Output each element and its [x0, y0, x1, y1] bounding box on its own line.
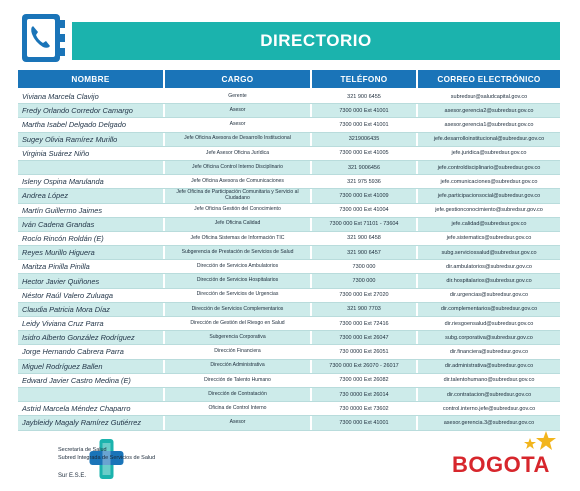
footer-line-3: Sur E.S.E.: [58, 473, 87, 479]
table-row: [18, 246, 560, 260]
nombre-cell-text: Miguel Rodríguez Ballen: [22, 361, 103, 371]
telefono-cell: [312, 189, 416, 202]
cargo-cell-text: Dirección de Servicios Ambulatorios: [196, 263, 279, 270]
directory-table: [18, 70, 560, 431]
cargo-cell-text: Jefe Asesor Oficina Jurídica: [205, 149, 270, 156]
nombre-cell-text: Claudia Patricia Mora Díaz: [22, 304, 110, 314]
telefono-cell: [312, 388, 416, 401]
correo-cell-text: jefe.gestionconocimiento@subredsur.gov.co: [435, 207, 543, 214]
table-row: [18, 374, 560, 388]
cargo-cell: [165, 189, 310, 202]
cargo-cell-text: Dirección Administrativa: [210, 362, 265, 369]
table-row: [18, 147, 560, 161]
cargo-cell: [165, 374, 310, 387]
nombre-cell: [18, 260, 163, 273]
table-row: [18, 175, 560, 189]
correo-cell[interactable]: [418, 218, 560, 231]
cargo-cell-text: Asesor: [229, 419, 246, 426]
cargo-cell: [165, 232, 310, 245]
nombre-cell-text: Rocío Rincón Roldán (E): [22, 233, 104, 243]
cargo-cell-text: Dirección de Contratación: [208, 390, 267, 397]
nombre-cell: [18, 204, 163, 217]
table-row: [18, 118, 560, 132]
nombre-cell-text: Sugey Olivia Ramírez Murillo: [22, 134, 118, 144]
nombre-cell: [18, 118, 163, 131]
cargo-cell-text: Dirección de Gestión del Riesgo en Salud: [190, 319, 285, 326]
correo-cell[interactable]: [418, 118, 560, 131]
nombre-cell: [18, 104, 163, 117]
nombre-cell-text: Hector Javier Quiñones: [22, 276, 100, 286]
telefono-cell-text: 730 0000 Ext 26014: [339, 391, 389, 398]
cargo-cell-text: Jefe Oficina Gestión del Conocimiento: [194, 206, 281, 213]
nombre-cell-text: Iván Cadena Grandas: [22, 219, 95, 229]
nombre-cell-text: Isidro Alberto González Rodríguez: [22, 333, 135, 343]
nombre-cell-text: Néstor Raúl Valero Zuluaga: [22, 290, 113, 300]
cargo-cell: [165, 218, 310, 231]
telefono-cell-text: 321 975 5936: [347, 178, 381, 185]
correo-cell-text: asesor.gerencia2@subredsur.gov.co: [444, 107, 534, 114]
table-row: [18, 232, 560, 246]
correo-cell-text: control.interno.jefe@subredsur.gov.co: [442, 405, 536, 412]
telefono-cell-text: 321 900 6457: [347, 249, 381, 256]
correo-cell-text: subredsur@saludcapital.gov.co: [450, 93, 528, 100]
telefono-cell-text: 3219006435: [348, 136, 380, 143]
cargo-cell: [165, 289, 310, 302]
cargo-cell: [165, 416, 310, 429]
cargo-cell-text: Jefe Oficina Sistemas de Información TIC: [190, 234, 285, 241]
telefono-cell: [312, 331, 416, 344]
footer-line-2: Subred Integrada de Servicios de Salud: [58, 455, 156, 461]
cargo-cell-text: Dirección de Servicios Hospitalarios: [196, 277, 279, 284]
cargo-cell-text: Asesor: [229, 106, 246, 113]
table-row: [18, 133, 560, 147]
nombre-cell: [18, 189, 163, 202]
nombre-cell: [18, 345, 163, 358]
telefono-cell: [312, 246, 416, 259]
correo-cell-text: asesor.gerencia1@subredsur.gov.co: [444, 121, 534, 128]
health-cross-logo-icon: [14, 437, 199, 485]
telefono-cell-text: 321 900 6455: [347, 93, 381, 100]
correo-cell-text: jefe.sistematics@subredsur.gov.co: [446, 235, 532, 242]
title-banner: [72, 22, 560, 60]
column-header-cargo: CARGO: [165, 70, 310, 88]
telefono-cell: [312, 274, 416, 287]
correo-cell[interactable]: [418, 402, 560, 415]
telefono-cell-text: 321 900 7703: [347, 306, 381, 313]
correo-cell[interactable]: [418, 175, 560, 188]
telefono-cell: [312, 289, 416, 302]
correo-cell[interactable]: [418, 133, 560, 146]
telefono-cell-text: 7300 000 Ext 41001: [339, 107, 389, 114]
table-row: [18, 90, 560, 104]
correo-cell-text: subg.corporativa@subredsur.gov.co: [445, 334, 533, 341]
telefono-cell: [312, 402, 416, 415]
telefono-cell-text: 7300 000 Ext 41001: [339, 121, 389, 128]
correo-cell-text: dir.talentohumano@subredsur.gov.co: [443, 377, 535, 384]
table-row: [18, 388, 560, 402]
cargo-cell-text: Jefe Oficina Asesora de Comunicaciones: [191, 177, 284, 184]
cargo-cell: [165, 204, 310, 217]
cargo-cell-text: Asesor: [229, 121, 246, 128]
cargo-cell-text: Oficina de Control Interno: [208, 404, 267, 411]
correo-cell[interactable]: [418, 104, 560, 117]
nombre-cell: [18, 303, 163, 316]
nombre-cell: [18, 90, 163, 103]
correo-cell[interactable]: [418, 147, 560, 160]
nombre-cell: [18, 289, 163, 302]
nombre-cell: [18, 133, 163, 146]
table-row: [18, 218, 560, 232]
cargo-cell: [165, 331, 310, 344]
correo-cell-text: dir.hospitalarios@subredsur.gov.co: [446, 278, 532, 285]
telefono-cell: [312, 104, 416, 117]
telefono-cell-text: 7300 000 Ext 26047: [339, 334, 389, 341]
nombre-cell: [18, 331, 163, 344]
nombre-cell: [18, 402, 163, 415]
table-row: [18, 360, 560, 374]
correo-cell-text: jefe.controldisciplinario@subredsur.gov.co: [437, 164, 541, 171]
cargo-cell-text: Gerente: [228, 92, 247, 99]
nombre-cell: [18, 218, 163, 231]
correo-cell[interactable]: [418, 232, 560, 245]
cargo-cell: [165, 402, 310, 415]
nombre-cell-text: Jaybleidy Magaly Ramírez Gutiérrez: [22, 418, 142, 428]
table-row: [18, 303, 560, 317]
table-row: [18, 317, 560, 331]
cargo-cell-text: Jefe Oficina de Participación Comunitaria y Servicio al Ciudadano: [176, 189, 299, 201]
nombre-cell: [18, 175, 163, 188]
table-row: [18, 260, 560, 274]
correo-cell-text: jefe.calidad@subredsur.gov.co: [451, 221, 527, 228]
cargo-cell: [165, 133, 310, 146]
telefono-cell-text: 7300 000: [352, 278, 376, 285]
correo-cell[interactable]: [418, 189, 560, 202]
cargo-cell: [165, 161, 310, 174]
cargo-cell-text: Dirección de Servicios de Urgencias: [196, 291, 279, 298]
telefono-cell-text: 730 0000 Ext 26051: [339, 348, 389, 355]
telefono-cell: [312, 374, 416, 387]
correo-cell[interactable]: [418, 345, 560, 358]
nombre-cell-text: Maritza Pinilla Pinilla: [22, 262, 90, 272]
correo-cell[interactable]: [418, 260, 560, 273]
table-row: [18, 289, 560, 303]
correo-cell[interactable]: [418, 90, 560, 103]
cargo-cell: [165, 260, 310, 273]
correo-cell[interactable]: [418, 331, 560, 344]
correo-cell-text: dir.administrativa@subredsur.gov.co: [444, 363, 534, 370]
cargo-cell: [165, 388, 310, 401]
correo-cell-text: dir.urgencias@subredsur.gov.co: [449, 292, 529, 299]
nombre-cell-text: Martha Isabel Delgado Delgado: [22, 120, 126, 130]
nombre-cell-text: Viviana Marcela Clavijo: [22, 92, 99, 102]
telefono-cell: [312, 161, 416, 174]
telefono-cell-text: 7300 000 Ext 41009: [339, 192, 389, 199]
table-header: [18, 70, 560, 88]
correo-cell-text: asesor.gerencia.3@subredsur.gov.co: [443, 419, 535, 426]
correo-cell-text: dir.ambulatorios@subredsur.gov.co: [446, 263, 532, 270]
cargo-cell-text: Jefe Oficina Calidad: [214, 220, 261, 227]
nombre-cell-text: Virginia Suárez Niño: [22, 148, 90, 158]
cargo-cell-text: Subgerencia Corporativa: [209, 333, 266, 340]
column-header-telefono: TELÉFONO: [312, 70, 416, 88]
correo-cell-text: dir.complementarios@subredsur.gov.co: [440, 306, 538, 313]
cargo-cell: [165, 175, 310, 188]
telefono-cell-text: 7300 000 Ext 41005: [339, 150, 389, 157]
nombre-cell-text: Leidy Viviana Cruz Parra: [22, 319, 104, 329]
cargo-cell: [165, 274, 310, 287]
telefono-cell: [312, 360, 416, 373]
table-row: [18, 416, 560, 430]
telefono-cell: [312, 317, 416, 330]
correo-cell-text: dir.contratacion@subredsur.gov.co: [446, 391, 532, 398]
cargo-cell-text: Dirección Financiera: [214, 348, 261, 355]
nombre-cell-text: Fredy Orlando Corredor Camargo: [22, 106, 133, 116]
correo-cell[interactable]: [418, 374, 560, 387]
telefono-cell: [312, 303, 416, 316]
nombre-cell: [18, 232, 163, 245]
telefono-cell-text: 321 900 6458: [347, 235, 381, 242]
cargo-cell-text: Dirección de Servicios Complementarios: [191, 305, 284, 312]
correo-cell[interactable]: [418, 246, 560, 259]
page-title: DIRECTORIO: [260, 31, 372, 50]
column-header-nombre: NOMBRE: [18, 70, 163, 88]
correo-cell[interactable]: [418, 303, 560, 316]
table-row: [18, 274, 560, 288]
correo-cell[interactable]: [418, 317, 560, 330]
correo-cell-text: jefe.juridica@subredsur.gov.co: [451, 150, 527, 157]
telefono-cell: [312, 175, 416, 188]
cargo-cell: [165, 246, 310, 259]
cargo-cell: [165, 90, 310, 103]
table-row: [18, 331, 560, 345]
cargo-cell-text: Jefe Oficina Control Interno Disciplinario: [192, 163, 283, 170]
nombre-cell: [18, 246, 163, 259]
nombre-cell-text: Jorge Hernando Cabrera Parra: [22, 347, 124, 357]
telefono-cell: [312, 147, 416, 160]
cargo-cell: [165, 104, 310, 117]
telefono-cell-text: 7300 000 Ext 72416: [339, 320, 389, 327]
cargo-cell-text: Subgerencia de Prestación de Servicios de Salud: [181, 248, 294, 255]
table-row: [18, 204, 560, 218]
cargo-cell: [165, 317, 310, 330]
cargo-cell: [165, 360, 310, 373]
nombre-cell-text: Astrid Marcela Méndez Chaparro: [22, 404, 131, 414]
telefono-cell: [312, 260, 416, 273]
cargo-cell: [165, 147, 310, 160]
telefono-cell-text: 730 0000 Ext 73602: [339, 405, 389, 412]
nombre-cell: [18, 317, 163, 330]
bogota-brand: BOGOTA: [452, 452, 550, 477]
correo-cell-text: dir.financiera@subredsur.gov.co: [449, 348, 529, 355]
correo-cell[interactable]: [418, 161, 560, 174]
correo-cell-text: subg.serviciossalud@subredsur.gov.co: [441, 249, 537, 256]
telefono-cell: [312, 118, 416, 131]
nombre-cell-text: Andrea López: [22, 191, 69, 201]
phone-book-icon: [18, 12, 68, 64]
nombre-cell-text: Edward Javier Castro Medina (E): [22, 375, 131, 385]
table-body: [18, 90, 560, 431]
cargo-cell-text: Dirección de Talento Humano: [204, 376, 271, 383]
telefono-cell-text: 7300 000 Ext 41004: [339, 207, 389, 214]
nombre-cell: [18, 274, 163, 287]
telefono-cell-text: 7300 000 Ext 41001: [339, 419, 389, 426]
correo-cell[interactable]: [418, 204, 560, 217]
telefono-cell: [312, 232, 416, 245]
nombre-cell: [18, 374, 163, 387]
correo-cell-text: jefe.comunicaciones@subredsur.gov.co: [440, 178, 538, 185]
footer-line-1: Secretaría de Salud: [58, 447, 107, 453]
nombre-cell-text: Reyes Murillo Higuera: [22, 248, 95, 258]
nombre-cell: [18, 388, 163, 401]
correo-cell-text: dir.riesgoensalud@subredsur.gov.co: [444, 320, 534, 327]
telefono-cell: [312, 204, 416, 217]
correo-cell[interactable]: [418, 360, 560, 373]
table-row: [18, 161, 560, 175]
telefono-cell-text: 7300 000: [352, 263, 376, 270]
cargo-cell-text: Jefe Oficina Asesora de Desarrollo Institucional: [184, 135, 291, 142]
telefono-cell: [312, 218, 416, 231]
telefono-cell: [312, 416, 416, 429]
nombre-cell: [18, 360, 163, 373]
cargo-cell: [165, 345, 310, 358]
correo-cell[interactable]: [418, 274, 560, 287]
correo-cell[interactable]: [418, 289, 560, 302]
table-row: [18, 189, 560, 203]
correo-cell[interactable]: [418, 416, 560, 429]
correo-cell-text: jefe.participacionsocial@subredsur.gov.co: [437, 192, 541, 199]
telefono-cell: [312, 345, 416, 358]
telefono-cell-text: 321 9006456: [347, 164, 381, 171]
telefono-cell-text: 7300 000 Ext 27020: [339, 292, 389, 299]
telefono-cell-text: 7300 000 Ext 26082: [339, 377, 389, 384]
correo-cell[interactable]: [418, 388, 560, 401]
table-row: [18, 345, 560, 359]
cargo-cell: [165, 118, 310, 131]
cargo-cell: [165, 303, 310, 316]
table-row: [18, 402, 560, 416]
nombre-cell: [18, 161, 163, 174]
telefono-cell-text: 7300 000 Ext 71101 - 73604: [329, 221, 399, 228]
telefono-cell-text: 7300 000 Ext 26070 - 26017: [329, 363, 399, 370]
telefono-cell: [312, 90, 416, 103]
column-header-correo: CORREO ELECTRÓNICO: [418, 70, 560, 88]
telefono-cell: [312, 133, 416, 146]
table-row: [18, 104, 560, 118]
correo-cell-text: jefe.desarrolloinstitucional@subredsur.gov.co: [433, 136, 545, 143]
nombre-cell: [18, 147, 163, 160]
nombre-cell: [18, 416, 163, 429]
nombre-cell-text: Martín Guillermo Jaimes: [22, 205, 103, 215]
nombre-cell-text: Isleny Ospina Marulanda: [22, 177, 104, 187]
